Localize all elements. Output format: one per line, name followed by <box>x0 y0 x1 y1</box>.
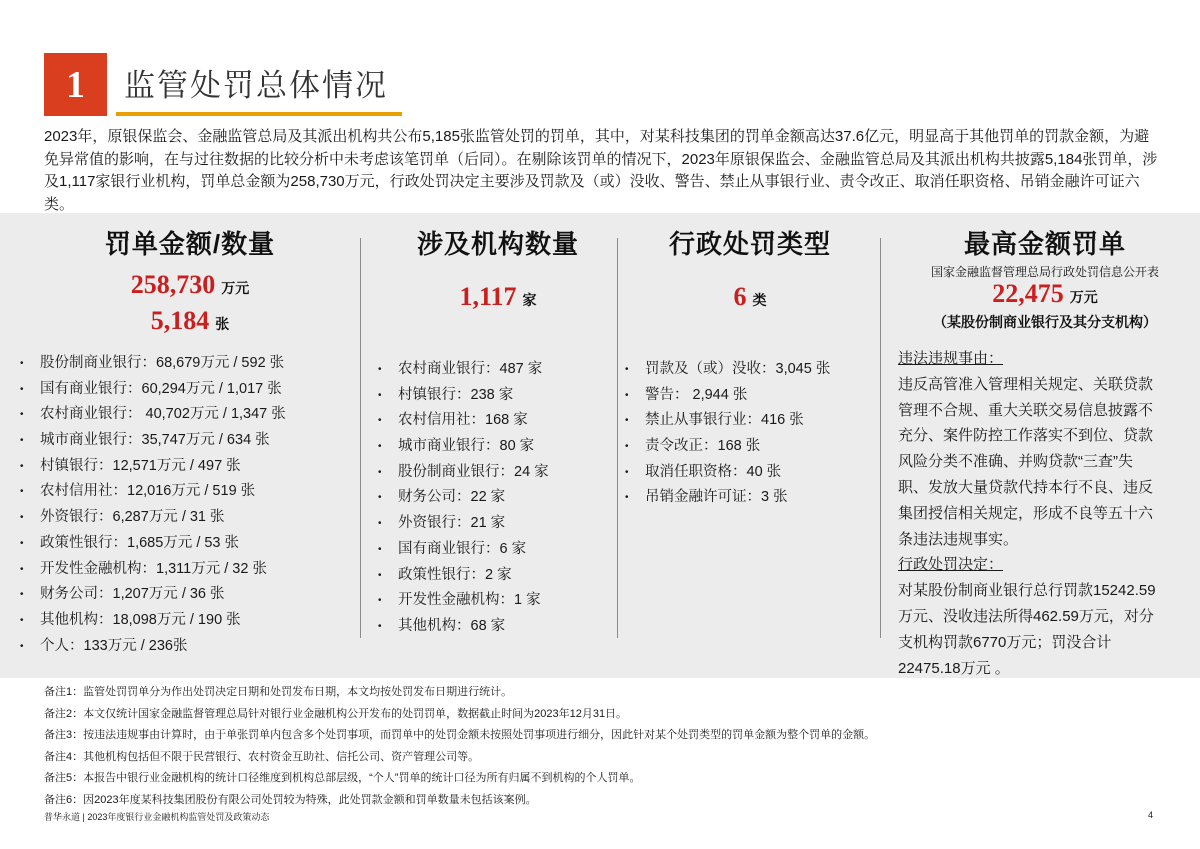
column-penalty-types <box>625 222 875 511</box>
stat-types <box>625 281 875 317</box>
bullet-icon: • <box>378 441 382 453</box>
bullet-icon: • <box>20 435 24 447</box>
footer-text: 普华永道 | 2023年度银行业金融机构监管处罚及政策动态 <box>44 812 270 822</box>
list-item-label: 取消任职资格：40 张 <box>645 463 782 480</box>
bullet-icon: • <box>20 486 24 498</box>
bullet-icon: • <box>378 492 382 504</box>
list-item-label: 国有商业银行：60,294万元 / 1,017 张 <box>40 380 282 397</box>
stat-institutions-unit: 家 <box>522 292 537 308</box>
bullet-icon: • <box>625 389 629 401</box>
list-item <box>20 428 360 454</box>
violation-label: 违法违规事由： <box>898 350 1004 367</box>
list-item-label: 农村商业银行： 40,702万元 / 1,347 张 <box>40 406 286 423</box>
list-item <box>378 434 618 460</box>
page-number: 4 <box>1148 810 1154 820</box>
bullet-icon: • <box>20 589 24 601</box>
list-item <box>20 402 360 428</box>
list-item-label: 农村信用社：168 家 <box>398 412 528 429</box>
list-item <box>20 505 360 531</box>
bullet-icon: • <box>20 614 24 626</box>
list-item-label: 农村信用社：12,016万元 / 519 张 <box>40 483 256 500</box>
list-item <box>20 351 360 377</box>
text-line: 风险分类不准确、并购贷款“三查”失 <box>898 453 1133 471</box>
bullet-icon: • <box>20 383 24 395</box>
list-item <box>378 383 618 409</box>
list-item-label: 个人：133万元 / 236张 <box>40 637 188 654</box>
bullet-icon: • <box>20 640 24 652</box>
column-largest-penalty <box>890 222 1200 332</box>
column-heading: 涉及机构数量 <box>416 229 579 259</box>
list-item-label: 城市商业银行：80 家 <box>398 438 535 455</box>
stat-types-unit: 类 <box>752 292 767 308</box>
bullet-icon: • <box>625 492 629 504</box>
page-title: 监管处罚总体情况 <box>124 68 388 103</box>
list-item <box>625 357 875 383</box>
column-divider <box>360 238 361 638</box>
list-item-label: 警告： 2,944 张 <box>645 386 748 403</box>
list-item-label: 村镇银行：238 家 <box>398 386 514 403</box>
bullet-icon: • <box>20 460 24 472</box>
stat-institutions-value: 1,117 <box>459 282 517 311</box>
title-underline <box>116 112 402 116</box>
section-number-badge: 1 <box>44 53 107 116</box>
list-item <box>378 588 618 614</box>
entity-label: （某股份制商业银行及其分支机构） <box>933 314 1157 330</box>
text-line: 集团授信相关规定，形成不良等五十六 <box>898 504 1154 522</box>
list-item <box>20 454 360 480</box>
text-line: 对某股份制商业银行总行罚款15242.59 <box>898 582 1156 600</box>
list-item-label: 财务公司：22 家 <box>398 489 506 506</box>
list-item-label: 村镇银行：12,571万元 / 497 张 <box>40 457 241 474</box>
column-penalty-amount <box>20 222 360 659</box>
text-line: 职、发放大量贷款代持本行不良、违反 <box>898 478 1154 496</box>
institution-breakdown-list <box>378 357 618 640</box>
bullet-icon: • <box>20 358 24 369</box>
footnote: 备注6：因2023年度某科技集团股份有限公司处罚较为特殊，此处罚款金额和罚单数量未包括该案例。 <box>44 793 537 806</box>
stat-amount-value: 258,730 <box>130 270 216 299</box>
list-item-label: 外资银行：21 家 <box>398 515 506 532</box>
bullet-icon: • <box>20 512 24 524</box>
source-label: 国家金融监督管理总局行政处罚信息公开表 <box>930 265 1159 279</box>
list-item <box>378 511 618 537</box>
list-item <box>378 408 618 434</box>
bullet-icon: • <box>378 389 382 401</box>
footnote: 备注1：监管处罚罚单分为作出处罚决定日期和处罚发布日期，本文均按处罚发布日期进行统计。 <box>44 686 513 698</box>
list-item-label: 罚款及（或）没收：3,045 张 <box>645 361 831 377</box>
list-item-label: 农村商业银行：487 家 <box>398 361 543 377</box>
stat-largest-value: 22,475 <box>992 279 1064 308</box>
decision-text <box>898 578 1198 681</box>
list-item <box>378 357 618 383</box>
bullet-icon: • <box>378 415 382 427</box>
list-item-label: 其他机构：18,098万元 / 190 张 <box>40 611 241 628</box>
list-item <box>378 614 618 640</box>
list-item-label: 禁止从事银行业：416 张 <box>645 412 804 429</box>
list-item <box>625 408 875 434</box>
list-item <box>20 377 360 403</box>
stat-institutions <box>378 281 618 317</box>
list-item-label: 政策性银行：2 家 <box>398 566 512 583</box>
list-item <box>20 557 360 583</box>
bullet-icon: • <box>625 364 629 375</box>
list-item <box>625 383 875 409</box>
footnote: 备注2：本文仅统计国家金融监督管理总局针对银行业金融机构公开发布的处罚罚单，数据截止时间为2023年12月31日。 <box>44 707 628 720</box>
stat-count-value: 5,184 <box>150 306 210 335</box>
list-item <box>625 460 875 486</box>
column-heading: 最高金额罚单 <box>963 229 1126 259</box>
bullet-icon: • <box>378 569 382 581</box>
list-item-label: 股份制商业银行：24 家 <box>398 463 549 480</box>
column-heading: 行政处罚类型 <box>668 229 831 259</box>
list-item-label: 国有商业银行：6 家 <box>398 540 527 557</box>
column-institutions <box>378 222 618 640</box>
list-item <box>20 479 360 505</box>
list-item <box>20 608 360 634</box>
bullet-icon: • <box>378 364 382 375</box>
text-line: 支机构罚款6770万元；罚没合计 <box>898 633 1112 651</box>
list-item-label: 其他机构：68 家 <box>398 617 506 634</box>
list-item <box>378 460 618 486</box>
bullet-icon: • <box>625 441 629 453</box>
list-item-label: 外资银行：6,287万元 / 31 张 <box>40 509 225 526</box>
text-line: 万元、没收违法所得462.59万元，对分 <box>898 607 1154 625</box>
list-item <box>625 434 875 460</box>
decision-label: 行政处罚决定： <box>898 556 1004 574</box>
stat-largest <box>890 280 1200 312</box>
stat-amount-unit: 万元 <box>221 280 250 296</box>
list-item-label: 政策性银行：1,685万元 / 53 张 <box>40 534 240 551</box>
list-item-label: 开发性金融机构：1,311万元 / 32 张 <box>40 560 267 577</box>
stat-largest-unit: 万元 <box>1069 289 1098 305</box>
list-item-label: 股份制商业银行：68,679万元 / 592 张 <box>40 355 285 371</box>
stat-count-unit: 张 <box>215 316 230 332</box>
bullet-icon: • <box>378 620 382 632</box>
list-item-label: 财务公司：1,207万元 / 36 张 <box>40 586 225 603</box>
list-item-label: 开发性金融机构：1 家 <box>398 592 541 609</box>
bullet-icon: • <box>20 409 24 421</box>
text-line: 充分、案件防控工作落实不到位、贷款 <box>898 427 1154 445</box>
list-item-label: 责令改正：168 张 <box>645 438 761 455</box>
footnote: 备注4：其他机构包括但不限于民营银行、农村资金互助社、信托公司、资产管理公司等。 <box>44 750 480 763</box>
footnotes <box>44 682 875 811</box>
column-heading: 罚单金额/数量 <box>104 229 276 259</box>
intro-paragraph: 2023年，原银保监会、金融监管总局及其派出机构共公布5,185张监管处罚的罚单，其中，对某科技集团的罚单金额高达37.6亿元，明显高于其他罚单的罚款金额，为避免异常值的影响，在与过往数据的比较分析中未考虑该笔罚单（后同）。在剔除该罚单的情况下，2023年原银保监会、金融监管总局及其派出机构共披露5,184张罚单，涉及1,117家银行业机构，罚单总金额为258,730万元，行政处罚决定主要涉及罚款及（或）没收、警告、禁止从事银行业、责令改正、取消任职资格、吊销金融许可证六类。 <box>44 128 1158 213</box>
bullet-icon: • <box>378 466 382 478</box>
bullet-icon: • <box>20 537 24 549</box>
text-line: 22475.18万元 。 <box>898 659 1010 677</box>
stat-count <box>20 305 360 341</box>
text-line: 管理不合规、重大关联交易信息披露不 <box>898 401 1154 419</box>
column-divider <box>880 238 881 638</box>
amount-breakdown-list <box>20 351 360 659</box>
list-item <box>20 531 360 557</box>
footnote: 备注3：按违法违规事由计算时，由于单张罚单内包含多个处罚事项，而罚单中的处罚金额未按照处罚事项进行细分，因此针对某个处罚类型的罚单金额为整个罚单的金额。 <box>44 729 876 741</box>
bullet-icon: • <box>378 543 382 555</box>
stat-amount <box>20 269 360 305</box>
bullet-icon: • <box>378 518 382 530</box>
text-line: 违反高管准入管理相关规定、关联贷款 <box>898 375 1154 393</box>
list-item-label: 城市商业银行：35,747万元 / 634 张 <box>40 432 270 449</box>
list-item <box>20 634 360 660</box>
list-item <box>378 537 618 563</box>
violation-text <box>898 372 1198 553</box>
footnote: 备注5：本报告中银行业金融机构的统计口径维度到机构总部层级，“个人”罚单的统计口径为所有归属不到机构的个人罚单。 <box>44 772 641 784</box>
stat-types-value: 6 <box>733 282 747 311</box>
text-line: 条违法违规事实。 <box>898 530 1019 548</box>
list-item <box>378 485 618 511</box>
list-item <box>20 582 360 608</box>
list-item <box>625 485 875 511</box>
list-item-label: 吊销金融许可证：3 张 <box>645 489 788 506</box>
penalty-type-list <box>625 357 875 511</box>
bullet-icon: • <box>378 595 382 607</box>
list-item <box>378 563 618 589</box>
bullet-icon: • <box>20 563 24 575</box>
bullet-icon: • <box>625 466 629 478</box>
largest-penalty-detail <box>898 346 1198 681</box>
bullet-icon: • <box>625 415 629 427</box>
